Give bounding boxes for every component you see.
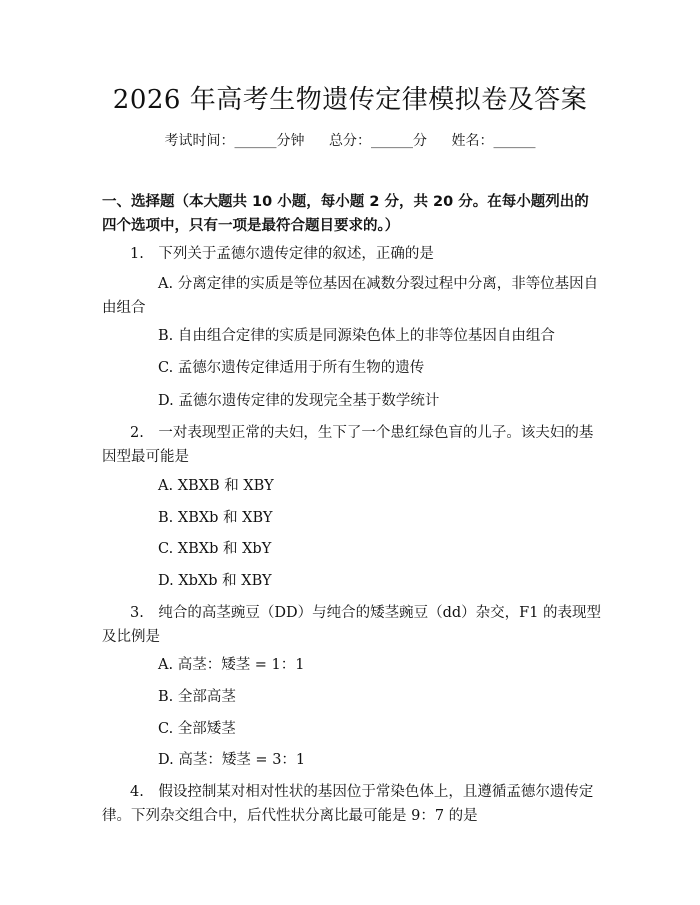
answer-option: D. 高茎：矮茎 = 3：1 bbox=[158, 752, 306, 768]
exam-time-field: 考试时间：______分钟 bbox=[164, 133, 305, 149]
answer-option: B. XBXb 和 XBY bbox=[158, 510, 273, 526]
exam-meta bbox=[0, 130, 700, 152]
answer-option: C. 全部矮茎 bbox=[158, 721, 236, 737]
question-stem: 4. 假设控制某对相对性状的基因位于常染色体上，且遵循孟德尔遗传定律。下列杂交组合中，后代性状分离比最可能是 9：7 的是 bbox=[102, 784, 594, 824]
answer-option: B. 全部高茎 bbox=[158, 689, 236, 705]
answer-option: B. 自由组合定律的实质是同源染色体上的非等位基因自由组合 bbox=[158, 328, 555, 344]
answer-option: A. 分离定律的实质是等位基因在减数分裂过程中分离，非等位基因自由组合 bbox=[102, 276, 599, 316]
answer-option: C. XBXb 和 XbY bbox=[158, 541, 272, 557]
answer-option: A. XBXB 和 XBY bbox=[158, 478, 274, 494]
section-heading: 一、选择题（本大题共 10 小题，每小题 2 分，共 20 分。在每小题列出的四个选项中，只有一项是最符合题目要求的。） bbox=[102, 194, 589, 234]
question-stem: 3. 纯合的高茎豌豆（DD）与纯合的矮茎豌豆（dd）杂交，F1 的表现型及比例是 bbox=[102, 605, 602, 645]
question-stem: 1. 下列关于孟德尔遗传定律的叙述，正确的是 bbox=[130, 246, 434, 262]
total-score-field: 总分：______分 bbox=[329, 133, 427, 149]
answer-option: D. 孟德尔遗传定律的发现完全基于数学统计 bbox=[158, 393, 440, 409]
answer-option: A. 高茎：矮茎 = 1：1 bbox=[158, 657, 305, 673]
student-name-field: 姓名：______ bbox=[451, 133, 536, 149]
page-title: 2026 年高考生物遗传定律模拟卷及答案 bbox=[112, 85, 588, 115]
answer-option: C. 孟德尔遗传定律适用于所有生物的遗传 bbox=[158, 360, 425, 376]
question-stem: 2. 一对表现型正常的夫妇，生下了一个患红绿色盲的儿子。该夫妇的基因型最可能是 bbox=[102, 425, 594, 465]
answer-option: D. XbXb 和 XBY bbox=[158, 573, 272, 589]
